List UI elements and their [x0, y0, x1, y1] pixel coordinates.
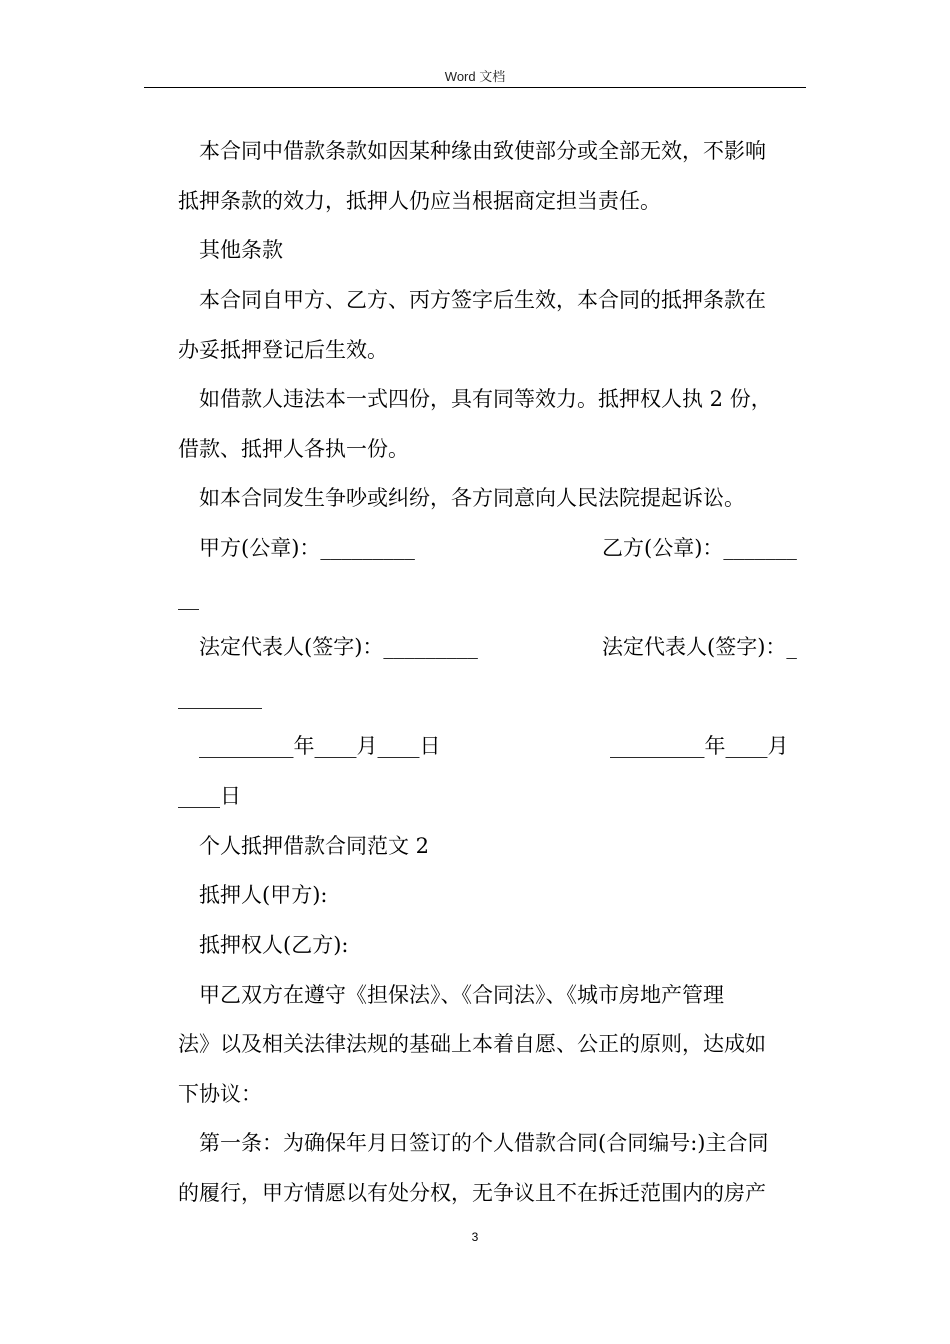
paragraph-line: 本合同中借款条款如因某种缘由致使部分或全部无效，不影响: [199, 139, 766, 163]
signature-continuation: __: [178, 586, 199, 610]
page-number: 3: [471, 1230, 479, 1244]
paragraph-line: 如借款人违法本一式四份，具有同等效力。抵押权人执 2 份，: [199, 387, 772, 411]
paragraph-line: 如本合同发生争吵或纠纷，各方同意向人民法院提起诉讼。: [199, 486, 745, 510]
paragraph-line: 甲乙双方在遵守《担保法》、《合同法》、《城市房地产管理: [199, 983, 724, 1007]
paragraph-line: 本合同自甲方、乙方、丙方签字后生效，本合同的抵押条款在: [199, 288, 766, 312]
document-subtitle: 个人抵押借款合同范文 2: [199, 834, 430, 858]
mortgagee-label: 抵押权人(乙方):: [199, 933, 349, 957]
legal-rep-continuation: ________: [178, 685, 262, 709]
signature-party-b: 乙方(公章)：_______: [602, 536, 797, 560]
paragraph-line: 下协议：: [178, 1082, 262, 1106]
signature-party-a: 甲方(公章)：_________: [199, 536, 415, 560]
paragraph-line: 抵押条款的效力，抵押人仍应当根据商定担当责任。: [178, 189, 661, 213]
date-continuation: ____日: [178, 784, 241, 808]
date-line-a: _________年____月____日: [199, 734, 441, 758]
paragraph-line: 的履行，甲方情愿以有处分权，无争议且不在拆迁范围内的房产: [178, 1181, 766, 1205]
header-divider: [144, 87, 806, 88]
page-header: Word 文档: [444, 69, 506, 84]
legal-rep-b: 法定代表人(签字)：_: [602, 635, 797, 659]
paragraph-line: 办妥抵押登记后生效。: [178, 338, 388, 362]
paragraph-line: 借款、抵押人各执一份。: [178, 437, 409, 461]
section-heading: 其他条款: [199, 238, 283, 262]
paragraph-line: 第一条：为确保年月日签订的个人借款合同(合同编号:)主合同: [199, 1131, 769, 1155]
mortgagor-label: 抵押人(甲方):: [199, 883, 328, 907]
legal-rep-a: 法定代表人(签字)：_________: [199, 635, 478, 659]
date-line-b: _________年____月: [610, 734, 789, 758]
paragraph-line: 法》以及相关法律法规的基础上本着自愿、公正的原则，达成如: [178, 1032, 766, 1056]
